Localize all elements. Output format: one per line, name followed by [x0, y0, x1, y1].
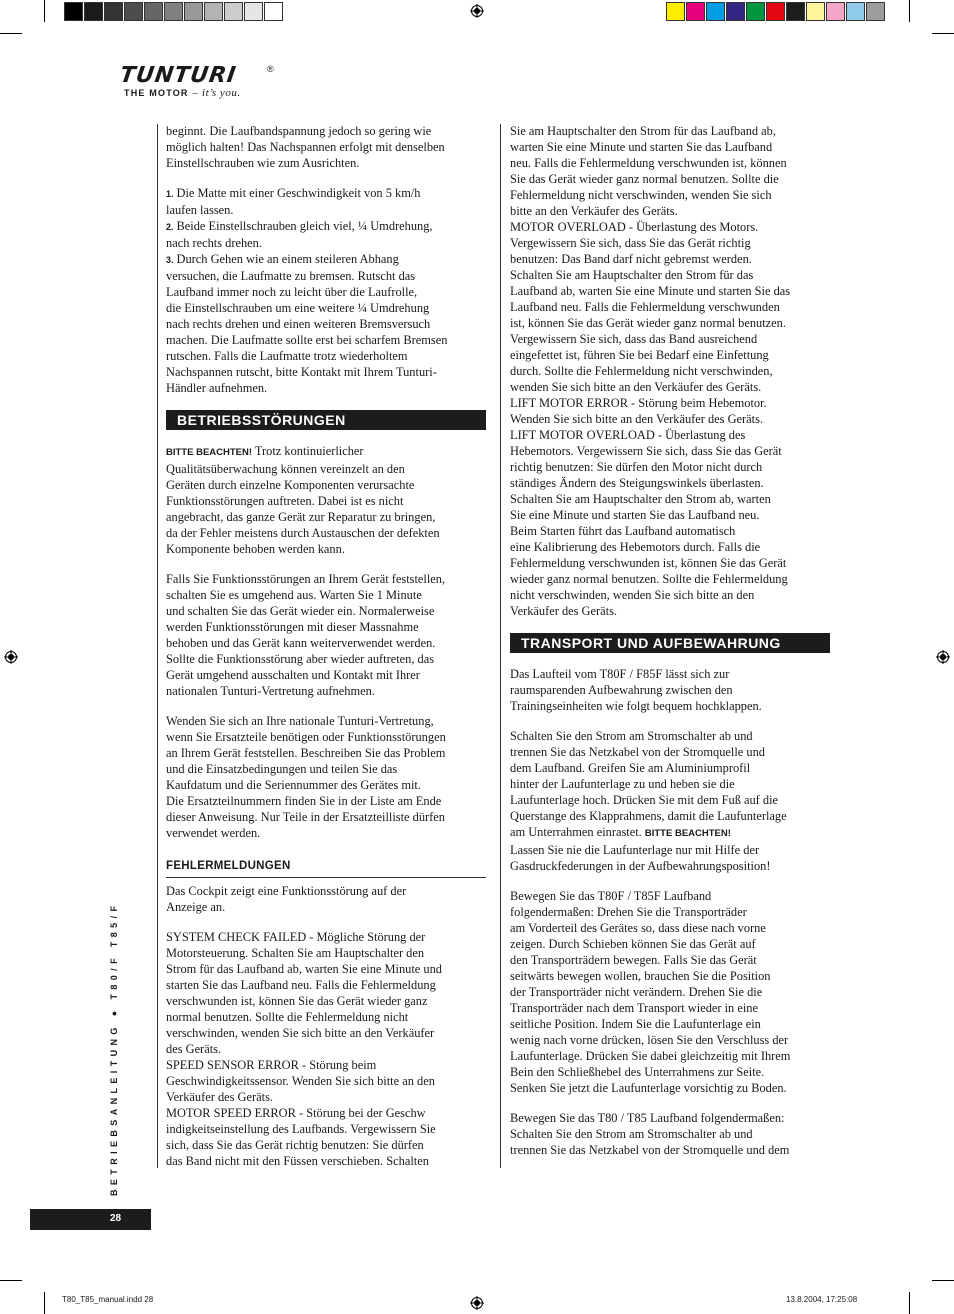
brand-tagline: [124, 87, 241, 99]
tagline-caps: THE MOTOR: [124, 88, 189, 98]
color-swatch-6: [766, 2, 785, 21]
spare-parts-paragraph: Wenden Sie sich an Ihre nationale Tunturi-Vertretung, wenn Sie Ersatzteile benötigen oder Funktionsstörungen an Ihrem Gerät feststellen. Beschreiben Sie das Problem und die Einsatzbedingungen und teilen Sie das Kaufdatum und die Seriennummer des Gerätes mit. Die Ersatzteilnummern finden Sie in der Liste am Ende dieser Anweisung. Nur Teile in der Ersatzteilliste dürfen verwendet werden.: [166, 714, 446, 840]
slug-filename: T80_T85_manual.indd 28: [62, 1295, 154, 1304]
intro-paragraph: beginnt. Die Laufbandspannung jedoch so gering wie möglich halten! Das Nachspannen erfolgt mit denselben Einstellschrauben wie zum Ausrichten.: [166, 124, 445, 170]
middle-column-rule: [500, 124, 501, 1168]
color-swatch-5: [746, 2, 765, 21]
color-swatch-4: [726, 2, 745, 21]
color-swatch-2: [686, 2, 705, 21]
registered-mark: ®: [267, 64, 274, 74]
color-swatch-3: [706, 2, 725, 21]
process-color-bar: [666, 2, 886, 21]
note-label-transport: BITTE BEACHTEN!: [644, 828, 731, 839]
right-column: [510, 123, 830, 1158]
error-codes-continued: Sie am Hauptschalter den Strom für das Laufband ab, warten Sie eine Minute und starten Sie das Laufband neu. Falls die Fehlermeldung verschwunden ist, können Sie das Gerät wieder ganz normal benutzen. Sollte die Fehlermeldung nicht verschwinden, wenden Sie sich bitte an den Verkäufer des Geräts. MOTOR OVERLOAD - Überlastung des Motors. Vergewissern Sie sich, dass Sie das Gerät richtig benutzen: Das Band darf nicht gebremst werden. Schalten Sie am Hauptschalter den Strom für das Laufband ab, warten Sie eine Minute und starten Sie das Laufband neu. Falls die Fehlermeldung verschwunden ist, können Sie das Gerät wieder ganz normal benutzen. Vergewissern Sie sich, dass das Band ausreichend eingefettet ist, führen Sie bei Bedarf eine Einfettung durch. Sollte die Fehlermeldung nicht verschwinden, wenden Sie sich bitte an den Verkäufer des Geräts. LIFT MOTOR ERROR - Störung beim Hebemotor. Wenden Sie sich bitte an den Verkäufer des Geräts. LIFT MOTOR OVERLOAD - Überlastung des Hebemotors. Vergewissern Sie sich, dass Sie das Gerät richtig benutzen: Sie dürfen den Motor nicht durch ständiges Ändern des Steigungswinkels überlasten. Schalten Sie am Hauptschalter den Strom ab, warten Sie eine Minute und starten Sie das Laufband neu. Beim Starten führt das Laufband automatisch eine Kalibrierung des Hebemotors durch. Falls die Fehlermeldung verschwunden ist, können Sie das Gerät wieder ganz normal benutzen. Sollte die Fehlermeldung nicht verschwinden, wenden Sie sich bitte an den Verkäufer des Geräts.: [510, 124, 791, 618]
gray-swatch-6: [164, 2, 183, 21]
faults-paragraph: Falls Sie Funktionsstörungen an Ihrem Gerät feststellen, schalten Sie es umgehend aus. Warten Sie 1 Minute und schalten Sie das Gerät wieder ein. Normalerweise werden Funktionsstörungen mit dieser Massnahme behoben und das Gerät kann weiterverwendet werden. Sollte die Funktionsstörung aber wieder auftreten, das Gerät umgehend ausschalten und Kontakt mit Ihrer nationalen Tunturi-Vertretung aufnehmen.: [166, 572, 446, 698]
left-column: [166, 123, 486, 1169]
tagline-dash: –: [192, 87, 199, 99]
gray-swatch-10: [244, 2, 263, 21]
registration-mark-top-icon: [470, 4, 484, 18]
left-column-rule: [157, 124, 158, 1168]
note-paragraph: BITTE BEACHTEN! Trotz kontinuierlicher Qualitätsüberwachung können vereinzelt an den Geräten durch einzelne Komponenten verursachte Funktionsstörungen auftreten. Dabei ist es nicht angebracht, das ganze Gerät zur Reparatur zu bringen, da der Fehler meistens durch Austauschen der defekten Komponente behoben werden kann.: [166, 444, 440, 556]
section-heading-betriebsstoerungen: BETRIEBSSTÖRUNGEN: [166, 410, 486, 430]
step-3: 3. Durch Gehen wie an einem steileren Abhang versuchen, die Laufmatte zu bremsen. Rutscht das Laufband immer noch zu leicht über die Laufrolle, die Einstellschrauben um eine weitere ¼ Umdrehung nach rechts drehen und einen weiteren Bremsversuch machen. Die Laufmatte sollte erst bei scharfem Bremsen rutschen. Falls die Laufmatte trotz wiederholtem Nachspannen rutscht, bitte Kontakt mit Ihrem Tunturi- Händler aufnehmen.: [166, 252, 448, 395]
gray-swatch-11: [264, 2, 283, 21]
move-folding-paragraph: Bewegen Sie das T80F / T85F Laufband folgendermaßen: Drehen Sie die Transporträder am Vorderteil des Gerätes so, dass diese nach vorne zeigen. Durch Schieben können Sie das Gerät auf den Transporträdern bewegen. Falls Sie das Gerät seitwärts bewegen wollen, brauchen Sie die Position der Transporträder nicht verändern. Drehen Sie die Transporträder nach dem Transport wieder in eine seitliche Position. Indem Sie die Laufunterlage ein wenig nach vorne drücken, lösen Sie den Verschluss der Laufunterlage. Drücken Sie dabei gleichzeitig mit Ihrem Bein den Schließhebel des Unterrahmens zur Seite. Senken Sie jetzt die Laufunterlage vorsichtig zu Boden.: [510, 889, 791, 1095]
gray-swatch-2: [84, 2, 103, 21]
gray-swatch-9: [224, 2, 243, 21]
color-swatch-1: [666, 2, 685, 21]
color-swatch-8: [806, 2, 825, 21]
registration-mark-right-icon: [936, 650, 950, 664]
tunturi-logo: TUNTURI: [118, 63, 239, 88]
registration-mark-bottom-icon: [470, 1296, 484, 1310]
tagline-script: it’s you.: [202, 87, 241, 99]
color-swatch-11: [866, 2, 885, 21]
move-paragraph: Bewegen Sie das T80 / T85 Laufband folgendermaßen: Schalten Sie den Strom am Stromschalter ab und trennen Sie das Netzkabel von der Stromquelle und dem: [510, 1111, 790, 1157]
color-swatch-10: [846, 2, 865, 21]
step-1: 1. Die Matte mit einer Geschwindigkeit von 5 km/h laufen lassen.: [166, 186, 421, 217]
grayscale-color-bar: [64, 2, 284, 21]
gray-swatch-3: [104, 2, 123, 21]
gray-swatch-1: [64, 2, 83, 21]
fold-paragraph: Das Laufteil vom T80F / F85F lässt sich zur raumsparenden Aufbewahrung zwischen den Trainingseinheiten wie folgt bequem hochklappen.: [510, 667, 762, 713]
note-label: BITTE BEACHTEN!: [166, 447, 253, 458]
cockpit-paragraph: Das Cockpit zeigt eine Funktionsstörung auf der Anzeige an.: [166, 884, 407, 914]
registration-mark-left-icon: [4, 650, 18, 664]
error-codes-paragraph: SYSTEM CHECK FAILED - Mögliche Störung der Motorsteuerung. Schalten Sie am Hauptschalter den Strom für das Laufband ab, warten Sie eine Minute und starten Sie das Laufband neu. Falls die Fehlermeldung verschwunden ist, können Sie das Gerät wieder ganz normal benutzen. Sollte die Fehlermeldung nicht verschwinden, wenden Sie sich bitte an den Verkäufer des Geräts. SPEED SENSOR ERROR - Störung beim Geschwindigkeitssensor. Wenden Sie sich bitte an den Verkäufer des Geräts. MOTOR SPEED ERROR - Störung bei der Geschw indigkeitseinstellung des Laufbands. Vergewissern Sie sich, dass Sie das Gerät richtig benutzen: Sie dürfen das Band nicht mit den Füssen verschieben. Schalten: [166, 930, 442, 1168]
power-off-paragraph: Schalten Sie den Strom am Stromschalter ab und trennen Sie das Netzkabel von der Stromquelle und dem Laufband. Greifen Sie am Aluminiumprofil hinter der Laufunterlage zu und heben sie die Laufunterlage hoch. Drücken Sie mit dem Fuß auf die Querstange des Klapprahmens, damit die Laufunterlage am Unterrahmen einrastet. BITTE BEACHTEN!: [510, 729, 787, 839]
side-running-title: BETRIEBSANLEITUNG ● T80/F T85/F: [109, 901, 119, 1196]
slug-date: 13.8.2004, 17:25:08: [786, 1295, 858, 1304]
color-swatch-9: [826, 2, 845, 21]
note-transport-text: Lassen Sie nie die Laufunterlage nur mit Hilfe der Gasdruckfederungen in der Aufbewahrungsposition!: [510, 843, 771, 873]
gray-swatch-5: [144, 2, 163, 21]
bullet-icon: ●: [109, 1006, 119, 1017]
gray-swatch-8: [204, 2, 223, 21]
color-swatch-7: [786, 2, 805, 21]
section-heading-transport: TRANSPORT UND AUFBEWAHRUNG: [510, 633, 830, 653]
gray-swatch-7: [184, 2, 203, 21]
step-2: 2. Beide Einstellschrauben gleich viel, ¼ Umdrehung, nach rechts drehen.: [166, 219, 433, 250]
gray-swatch-4: [124, 2, 143, 21]
subheading-fehlermeldungen: FEHLERMELDUNGEN: [166, 858, 486, 878]
page-number: 28: [30, 1209, 151, 1230]
